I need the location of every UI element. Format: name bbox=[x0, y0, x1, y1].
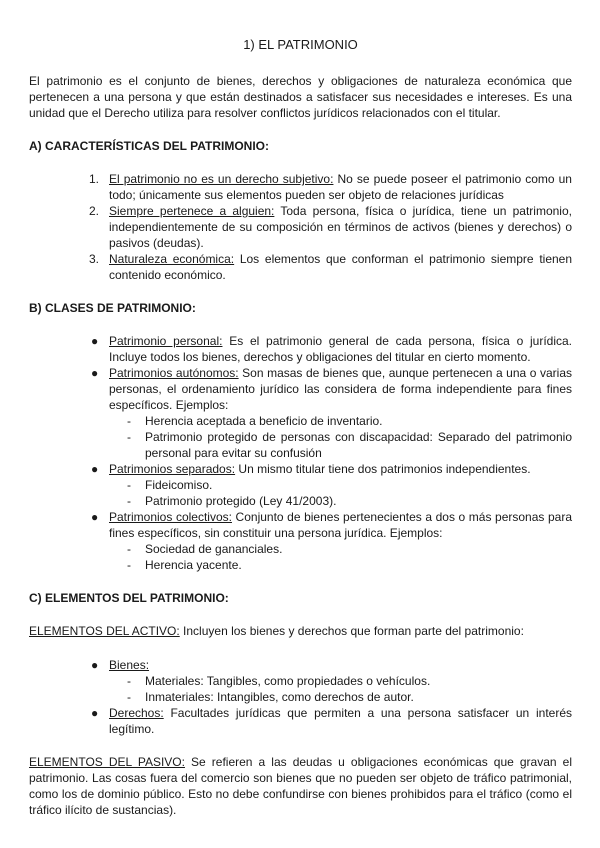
sub-list bbox=[127, 673, 572, 705]
sub-item-text: Patrimonio protegido de personas con discapacidad: Separado del patrimonio personal para evitar su confusión bbox=[145, 430, 572, 460]
item-term: Siempre pertenece a alguien: bbox=[109, 204, 275, 218]
section-a-heading: A) CARACTERÍSTICAS DEL PATRIMONIO: bbox=[29, 139, 269, 153]
item-text: Es el patrimonio general de cada persona, física o jurídica. Incluye todos los bienes, derechos y obligaciones del titular en cierto momento. bbox=[109, 334, 572, 364]
sub-item bbox=[127, 477, 572, 493]
item-term: Bienes: bbox=[109, 658, 150, 672]
sub-item-text: Fideicomiso. bbox=[145, 478, 213, 492]
item-text: Un mismo titular tiene dos patrimonios independientes. bbox=[235, 462, 531, 476]
item-term: Naturaleza económica: bbox=[109, 252, 235, 266]
item-term: Patrimonios colectivos: bbox=[109, 510, 232, 524]
sub-item-text: Materiales: Tangibles, como propiedades o vehículos. bbox=[145, 674, 431, 688]
dash-icon: - bbox=[127, 542, 131, 556]
list-item bbox=[91, 705, 572, 737]
dash-icon: - bbox=[127, 690, 131, 704]
sub-item bbox=[127, 673, 572, 689]
dash-icon: - bbox=[127, 478, 131, 492]
item-text: No se puede poseer el patrimonio como un todo; únicamente sus elementos pueden ser objeto de relaciones jurídicas bbox=[109, 172, 572, 202]
dash-icon: - bbox=[127, 558, 131, 572]
sub-item bbox=[127, 413, 572, 429]
list-item bbox=[91, 657, 572, 705]
list-item bbox=[91, 461, 572, 509]
sub-item bbox=[127, 689, 572, 705]
sub-item bbox=[127, 541, 572, 557]
item-term: Patrimonios separados: bbox=[109, 462, 236, 476]
list-item bbox=[91, 365, 572, 461]
item-term: El patrimonio no es un derecho subjetivo: bbox=[109, 172, 334, 186]
item-term: Patrimonio personal: bbox=[109, 334, 223, 348]
bullet-icon: ● bbox=[91, 658, 99, 672]
activo-label: ELEMENTOS DEL ACTIVO: bbox=[29, 624, 180, 638]
dash-icon: - bbox=[127, 674, 131, 688]
dash-icon: - bbox=[127, 414, 131, 428]
item-term: Derechos: bbox=[109, 706, 164, 720]
list-item bbox=[89, 171, 572, 203]
item-text: Los elementos que conforman el patrimonio siempre tienen contenido económico. bbox=[109, 252, 573, 282]
item-text: Conjunto de bienes pertenecientes a dos o más personas para fines específicos, sin constituir una persona jurídica. Ejemplos: bbox=[109, 510, 572, 540]
sub-item-text: Herencia aceptada a beneficio de inventario. bbox=[145, 414, 383, 428]
dash-icon: - bbox=[127, 494, 131, 508]
sub-item-text: Sociedad de gananciales. bbox=[145, 542, 283, 556]
item-text: Facultades jurídicas que permiten a una persona satisfacer un interés legítimo. bbox=[109, 706, 572, 736]
sub-item bbox=[127, 493, 572, 509]
elements-list bbox=[91, 657, 572, 737]
sub-item bbox=[127, 557, 572, 573]
page-title: 1) EL PATRIMONIO bbox=[243, 37, 358, 52]
document-page bbox=[29, 37, 572, 818]
bullet-icon: ● bbox=[91, 510, 99, 524]
sub-list bbox=[127, 541, 572, 573]
bullet-icon: ● bbox=[91, 366, 99, 380]
list-number: 3. bbox=[89, 252, 100, 266]
list-item bbox=[91, 333, 572, 365]
sub-list bbox=[127, 477, 572, 509]
list-item bbox=[89, 203, 572, 251]
item-text: Son masas de bienes que, aunque pertenecen a una o varias personas, el ordenamiento jurídico las considera de forma independiente para fines específicos. Ejemplos: bbox=[109, 366, 572, 412]
pasivo-paragraph bbox=[29, 754, 572, 818]
sub-item bbox=[127, 429, 572, 461]
bullet-icon: ● bbox=[91, 462, 99, 476]
sub-item-text: Herencia yacente. bbox=[145, 558, 242, 572]
dash-icon: - bbox=[127, 430, 131, 444]
list-number: 1. bbox=[89, 172, 100, 186]
characteristics-list bbox=[89, 171, 573, 283]
bullet-icon: ● bbox=[91, 334, 99, 348]
activo-text: Incluyen los bienes y derechos que forman parte del patrimonio: bbox=[179, 624, 524, 638]
section-b-heading: B) CLASES DE PATRIMONIO: bbox=[29, 301, 196, 315]
sub-item-text: Inmateriales: Intangibles, como derechos de autor. bbox=[145, 690, 414, 704]
classes-list bbox=[91, 333, 572, 573]
sub-item-text: Patrimonio protegido (Ley 41/2003). bbox=[145, 494, 337, 508]
bullet-icon: ● bbox=[91, 706, 99, 720]
activo-paragraph bbox=[29, 623, 572, 639]
item-text: Toda persona, física o jurídica, tiene un patrimonio, independientemente de su composición en términos de activos (bienes y derechos) o pasivos (deudas). bbox=[109, 204, 572, 250]
pasivo-text: Se refieren a las deudas u obligaciones económicas que gravan el patrimonio. Las cosas fuera del comercio son bienes que no pueden ser objeto de tráfico patrimonial, como los de dominio público. Esto no debe confundirse con bienes prohibidos para el tráfico (como el tráfico ilícito de sustancias). bbox=[29, 755, 572, 817]
section-c-heading: C) ELEMENTOS DEL PATRIMONIO: bbox=[29, 591, 229, 605]
list-item bbox=[91, 509, 572, 573]
item-term: Patrimonios autónomos: bbox=[109, 366, 239, 380]
list-number: 2. bbox=[89, 204, 100, 218]
intro-paragraph: El patrimonio es el conjunto de bienes, derechos y obligaciones de naturaleza económica que pertenecen a una persona y que están destinados a satisfacer sus necesidades e intereses. Es una unidad que el Derecho utiliza para resolver conflictos jurídicos relacionados con el titular. bbox=[29, 74, 572, 120]
sub-list bbox=[127, 413, 572, 461]
list-item bbox=[89, 251, 573, 283]
pasivo-label: ELEMENTOS DEL PASIVO: bbox=[29, 755, 185, 769]
